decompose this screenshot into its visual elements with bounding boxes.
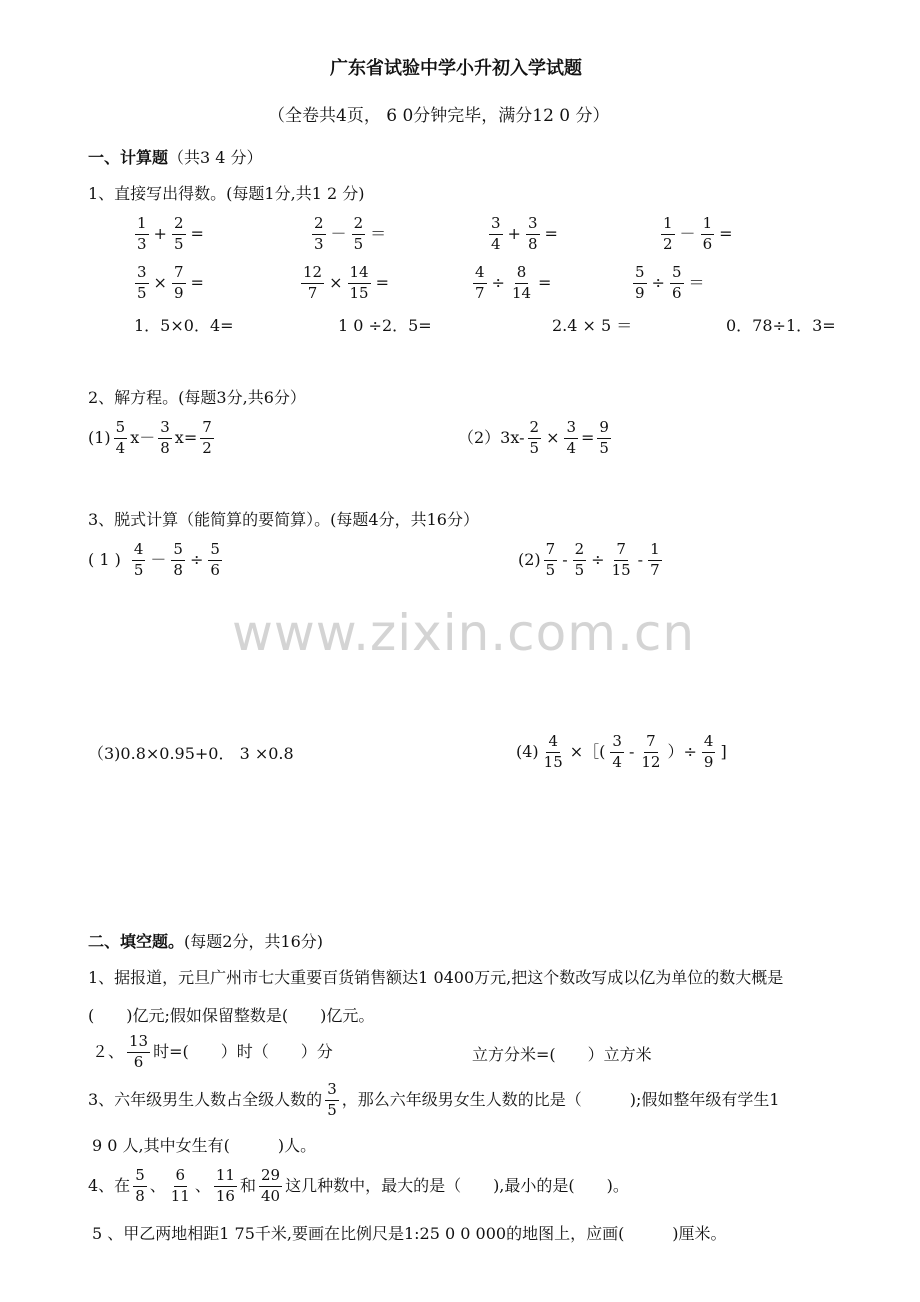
operator: － — [679, 224, 696, 244]
section2-heading-bold: 二、填空题。 — [88, 932, 185, 951]
operator: + — [507, 224, 521, 244]
problem-number: ( 1 ) — [88, 550, 121, 570]
fraction — [158, 420, 172, 457]
fill-q3-line2: 9 0 人,其中女生有( )人。 — [92, 1136, 317, 1155]
fraction — [544, 542, 558, 579]
equation-text: x－ — [130, 428, 156, 448]
fraction — [208, 542, 222, 579]
q1-row2-item4 — [632, 265, 707, 302]
fill-q1-line1: 1、据报道，元旦广州市七大重要百货销售额达1 0400万元,把这个数改写成以亿为单位的数大概是 — [88, 968, 784, 987]
numerator: 3 — [489, 216, 503, 235]
denominator: 6 — [671, 283, 682, 302]
section1-heading-bold: 一、计算题 — [88, 148, 169, 167]
equals: = — [190, 224, 204, 244]
q1-row1-item4 — [660, 216, 735, 253]
numerator: 3 — [610, 734, 624, 753]
question-text: 这几种数中，最大的是（ ),最小的是( )。 — [285, 1176, 629, 1196]
denominator: 15 — [611, 560, 631, 579]
numerator: 3 — [135, 265, 149, 284]
denominator: 5 — [545, 560, 556, 579]
problem-number: (4) — [516, 742, 539, 762]
fraction — [702, 734, 716, 771]
fraction — [661, 216, 675, 253]
page-title: 广东省试验中学小升初入学试题 — [330, 58, 582, 79]
operator: ）÷ — [667, 742, 697, 762]
fraction — [542, 734, 565, 771]
operator: ÷ — [591, 550, 605, 570]
denominator: 7 — [307, 283, 318, 302]
fraction — [526, 216, 540, 253]
denominator: 9 — [703, 752, 714, 771]
denominator: 6 — [210, 560, 220, 579]
section1-heading-rest: （共3 4 分） — [168, 148, 263, 167]
denominator: 6 — [133, 1052, 144, 1071]
section2-heading-rest: (每题2分，共16分) — [184, 932, 324, 951]
fraction — [214, 1168, 237, 1205]
fraction — [172, 265, 186, 302]
denominator: 5 — [599, 438, 609, 457]
numerator: 2 — [352, 216, 366, 235]
denominator: 2 — [663, 234, 673, 253]
denominator: 40 — [260, 1186, 281, 1205]
separator: 、 — [194, 1176, 211, 1196]
question-text: 4、在 — [88, 1176, 131, 1196]
numerator: 7 — [644, 734, 658, 753]
fraction — [133, 1168, 147, 1205]
equals: = — [375, 273, 389, 293]
operator: - — [562, 550, 568, 570]
section2-heading — [88, 934, 323, 950]
numerator: 6 — [174, 1168, 188, 1187]
q1-row2-item3 — [472, 265, 553, 302]
numerator: 5 — [633, 265, 647, 284]
fraction — [473, 265, 487, 302]
fill-q1-line2: ( )亿元;假如保留整数是( )亿元。 — [88, 1006, 375, 1025]
page-subtitle: （全卷共4页， 6 0分钟完毕，满分12 0 分） — [268, 106, 610, 126]
fraction — [171, 542, 185, 579]
numerator: 8 — [515, 265, 529, 284]
equals: ＝ — [688, 273, 705, 293]
fraction — [352, 216, 366, 253]
q1-row1-item1 — [134, 216, 206, 253]
fraction — [573, 542, 587, 579]
numerator: 7 — [544, 542, 558, 561]
separator: 和 — [239, 1176, 256, 1196]
denominator: 5 — [173, 234, 184, 253]
denominator: 8 — [173, 560, 183, 579]
separator: 、 — [149, 1176, 166, 1196]
numerator: 5 — [670, 265, 684, 284]
q3-problem2 — [518, 542, 663, 579]
q1-row2-item2 — [300, 265, 391, 302]
fraction — [610, 734, 624, 771]
numerator: 3 — [158, 420, 172, 439]
numerator: 1 — [661, 216, 675, 235]
denominator: 15 — [543, 752, 563, 771]
fraction — [200, 420, 214, 457]
problem-number: (2) — [518, 550, 541, 570]
operator: ÷ — [491, 273, 505, 293]
fraction — [528, 420, 542, 457]
equation-text: x= — [174, 428, 198, 448]
denominator: 4 — [612, 752, 622, 771]
fraction — [114, 420, 128, 457]
denominator: 7 — [650, 560, 660, 579]
denominator: 11 — [170, 1186, 190, 1205]
q2-label: 2、解方程。(每题3分,共6分） — [88, 388, 306, 407]
fraction — [510, 265, 533, 302]
denominator: 15 — [349, 283, 369, 302]
q3-label: 3、脱式计算（能简算的要简算）。(每题4分，共16分） — [88, 510, 479, 529]
fraction — [670, 265, 684, 302]
q1-row3-item1: 1．5×0．4= — [134, 316, 234, 335]
fraction — [135, 265, 149, 302]
numerator: 5 — [114, 420, 128, 439]
equation-number: （2）3x- — [458, 428, 525, 448]
equals: = — [581, 428, 595, 448]
fill-q2 — [92, 1034, 333, 1071]
question-text: 时=( ）时（ ）分 — [153, 1042, 333, 1062]
numerator: 7 — [200, 420, 214, 439]
operator: ÷ — [189, 550, 204, 570]
fraction — [633, 265, 647, 302]
numerator: 4 — [132, 542, 146, 561]
operator: × — [153, 273, 167, 293]
denominator: 5 — [353, 234, 364, 253]
equals: = — [538, 273, 552, 293]
numerator: 1 — [648, 542, 662, 561]
denominator: 5 — [137, 283, 147, 302]
bracket: ] — [720, 742, 727, 762]
numerator: 7 — [172, 265, 186, 284]
numerator: 12 — [301, 265, 324, 284]
fraction — [132, 542, 146, 579]
watermark: www.zixin.com.cn — [232, 604, 696, 662]
denominator: 5 — [574, 560, 585, 579]
numerator: 4 — [702, 734, 716, 753]
section1-heading — [88, 150, 263, 166]
denominator: 12 — [641, 752, 661, 771]
fraction — [648, 542, 662, 579]
operator: + — [153, 224, 167, 244]
denominator: 5 — [133, 560, 144, 579]
operator: － — [150, 550, 167, 570]
numerator: 5 — [208, 542, 222, 561]
fraction — [639, 734, 662, 771]
operator: - — [637, 550, 644, 570]
denominator: 5 — [327, 1100, 337, 1119]
q1-row3-item2: 1 0 ÷2．5= — [338, 316, 432, 335]
q1-row3-item3: 2.4 × 5 ＝ — [552, 316, 633, 335]
operator: - — [628, 742, 635, 762]
q1-row1-item2 — [311, 216, 388, 253]
denominator: 5 — [529, 438, 540, 457]
numerator: 3 — [526, 216, 540, 235]
denominator: 4 — [115, 438, 126, 457]
denominator: 4 — [566, 438, 577, 457]
question-number: ２、 — [92, 1042, 125, 1062]
equals: ＝ — [370, 224, 387, 244]
operator: × — [329, 273, 343, 293]
fraction — [301, 265, 324, 302]
denominator: 3 — [137, 234, 147, 253]
numerator: 2 — [312, 216, 326, 235]
operator: ÷ — [651, 273, 665, 293]
numerator: 5 — [133, 1168, 147, 1187]
numerator: 2 — [573, 542, 587, 561]
numerator: 3 — [325, 1082, 339, 1101]
equals: = — [719, 224, 733, 244]
q3-problem1 — [88, 542, 223, 579]
denominator: 3 — [314, 234, 324, 253]
numerator: 9 — [597, 420, 611, 439]
numerator: 14 — [348, 265, 371, 284]
fill-q4 — [88, 1168, 629, 1205]
denominator: 7 — [475, 283, 485, 302]
equals: = — [544, 224, 558, 244]
denominator: 16 — [215, 1186, 235, 1205]
fraction — [127, 1034, 150, 1071]
numerator: 29 — [259, 1168, 282, 1187]
operator: － — [330, 224, 347, 244]
numerator: 1 — [701, 216, 715, 235]
numerator: 2 — [172, 216, 186, 235]
q3-problem3: （3)0.8×0.95+0． 3 ×0.8 — [88, 744, 294, 763]
denominator: 8 — [527, 234, 538, 253]
q2-equation1 — [88, 420, 215, 457]
fraction — [701, 216, 715, 253]
fraction — [325, 1082, 339, 1119]
q2-equation2 — [458, 420, 612, 457]
denominator: 4 — [491, 234, 501, 253]
denominator: 8 — [160, 438, 170, 457]
denominator: 9 — [173, 283, 184, 302]
q1-row1-item3 — [488, 216, 560, 253]
fraction — [172, 216, 186, 253]
fraction — [610, 542, 633, 579]
q3-problem4 — [516, 734, 729, 771]
fraction — [489, 216, 503, 253]
fraction — [597, 420, 611, 457]
fraction — [135, 216, 149, 253]
question-text: ，那么六年级男女生人数的比是（ );假如整年级有学生1 — [341, 1090, 780, 1110]
q1-label: 1、直接写出得数。(每题1分,共1 2 分) — [88, 184, 365, 203]
fraction — [259, 1168, 282, 1205]
numerator: 7 — [614, 542, 628, 561]
operator: × — [546, 428, 560, 448]
fill-q2-right: 立方分米=( ）立方米 — [472, 1045, 652, 1064]
denominator: 9 — [635, 283, 645, 302]
q1-row3-item4: 0．78÷1．3= — [726, 316, 836, 335]
question-text: 3、六年级男生人数占全级人数的 — [88, 1090, 323, 1110]
denominator: 6 — [702, 234, 713, 253]
numerator: 13 — [127, 1034, 150, 1053]
fill-q3-line1 — [88, 1082, 780, 1119]
fraction — [348, 265, 371, 302]
numerator: 5 — [171, 542, 185, 561]
fraction — [169, 1168, 192, 1205]
denominator: 14 — [511, 283, 532, 302]
fraction — [312, 216, 326, 253]
denominator: 2 — [202, 438, 212, 457]
q1-row2-item1 — [134, 265, 206, 302]
equals: = — [190, 273, 204, 293]
numerator: 4 — [546, 734, 560, 753]
numerator: 4 — [473, 265, 487, 284]
fill-q5: 5 、甲乙两地相距1 75千米,要画在比例尺是1:25 0 0 000的地图上，应画( )厘米。 — [92, 1224, 727, 1243]
operator: ×［( — [569, 742, 606, 762]
equation-number: (1) — [88, 428, 111, 448]
numerator: 1 — [135, 216, 149, 235]
numerator: 11 — [214, 1168, 237, 1187]
numerator: 2 — [528, 420, 542, 439]
numerator: 3 — [564, 420, 578, 439]
fraction — [564, 420, 578, 457]
denominator: 8 — [135, 1186, 145, 1205]
